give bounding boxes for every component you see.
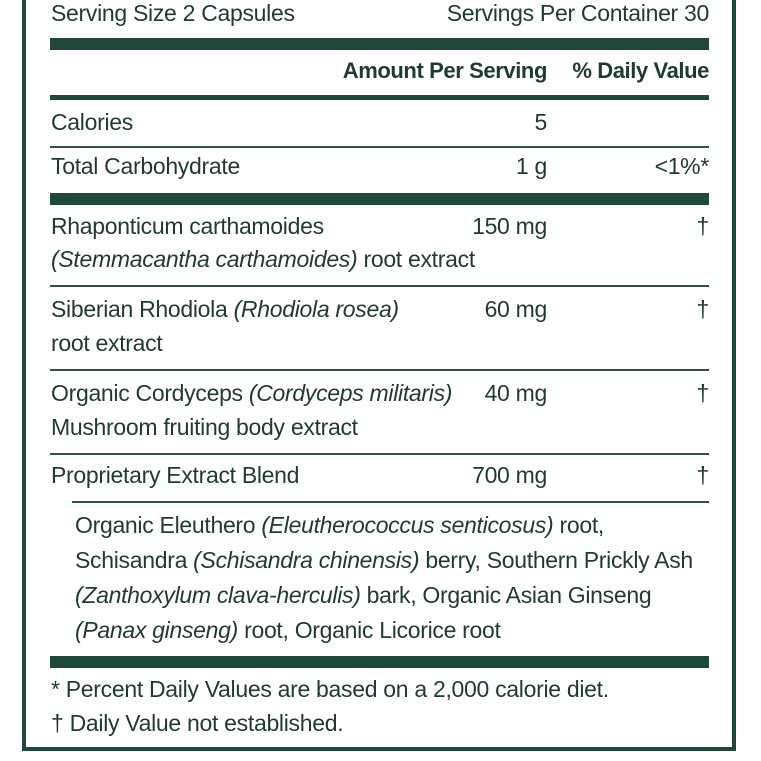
rhodiola-name [51, 296, 399, 323]
rhaponticum-amount: 150 mg [472, 213, 547, 239]
blend-text: berry, Southern Prickly Ash [419, 547, 693, 573]
rhaponticum-dv: † [696, 213, 709, 239]
rhaponticum-detail [51, 246, 475, 273]
cordyceps-common: Organic Cordyceps [51, 380, 249, 406]
blend-text: Schisandra [75, 547, 194, 573]
blend-latin: (Schisandra chinensis) [193, 547, 420, 573]
daily-value-header: % Daily Value [572, 58, 709, 83]
rhaponticum-latin: (Stemmacantha carthamoides) [51, 246, 358, 272]
blend-line [75, 582, 651, 609]
blend-text: bark, Organic Asian Ginseng [360, 582, 652, 608]
cordyceps-part: Mushroom fruiting body extract [51, 414, 358, 440]
cordyceps-dv: † [696, 380, 709, 406]
carbohydrate-amount: 1 g [515, 153, 547, 179]
row-divider [50, 453, 709, 455]
calories-label: Calories [51, 109, 133, 135]
rhaponticum-name: Rhaponticum carthamoides [51, 213, 324, 239]
blend-latin: (Zanthoxylum clava-herculis) [75, 582, 361, 608]
blend-text: root, Organic Licorice root [238, 617, 501, 643]
amount-per-serving-header: Amount Per Serving [342, 58, 547, 83]
servings-per-container: Servings Per Container 30 [446, 0, 709, 26]
cordyceps-amount: 40 mg [484, 380, 547, 406]
rhodiola-common: Siberian Rhodiola [51, 296, 234, 322]
rhodiola-amount: 60 mg [484, 296, 547, 322]
thick-rule-bottom [50, 656, 709, 668]
blend-amount: 700 mg [472, 462, 547, 488]
calories-amount: 5 [534, 109, 547, 135]
blend-text: Organic Eleuthero [75, 512, 262, 538]
rhaponticum-part: root extract [357, 246, 475, 272]
blend-name: Proprietary Extract Blend [51, 462, 300, 488]
thick-rule-middle [50, 193, 709, 205]
carbohydrate-label: Total Carbohydrate [51, 153, 240, 179]
rhodiola-latin: (Rhodiola rosea) [233, 296, 399, 322]
rhodiola-part: root extract [51, 330, 163, 356]
blend-latin: (Panax ginseng) [75, 617, 238, 643]
blend-divider [72, 501, 709, 503]
blend-line [75, 617, 501, 644]
row-divider [50, 285, 709, 287]
rhodiola-dv: † [696, 296, 709, 322]
blend-text: root, [553, 512, 605, 538]
medium-rule [50, 95, 709, 100]
thick-rule-top [50, 38, 709, 50]
row-divider [50, 369, 709, 371]
cordyceps-latin: (Cordyceps militaris) [248, 380, 453, 406]
blend-line [75, 512, 604, 539]
serving-size: Serving Size 2 Capsules [51, 0, 295, 26]
percent-footnote: * Percent Daily Values are based on a 2,000 calorie diet. [51, 676, 609, 702]
blend-line [75, 547, 693, 574]
cordyceps-name [51, 380, 452, 407]
dagger-footnote: † Daily Value not established. [51, 710, 344, 736]
row-divider [50, 146, 709, 148]
carbohydrate-dv: <1%* [654, 153, 709, 179]
blend-dv: † [696, 462, 709, 488]
blend-latin: (Eleutherococcus senticosus) [261, 512, 554, 538]
